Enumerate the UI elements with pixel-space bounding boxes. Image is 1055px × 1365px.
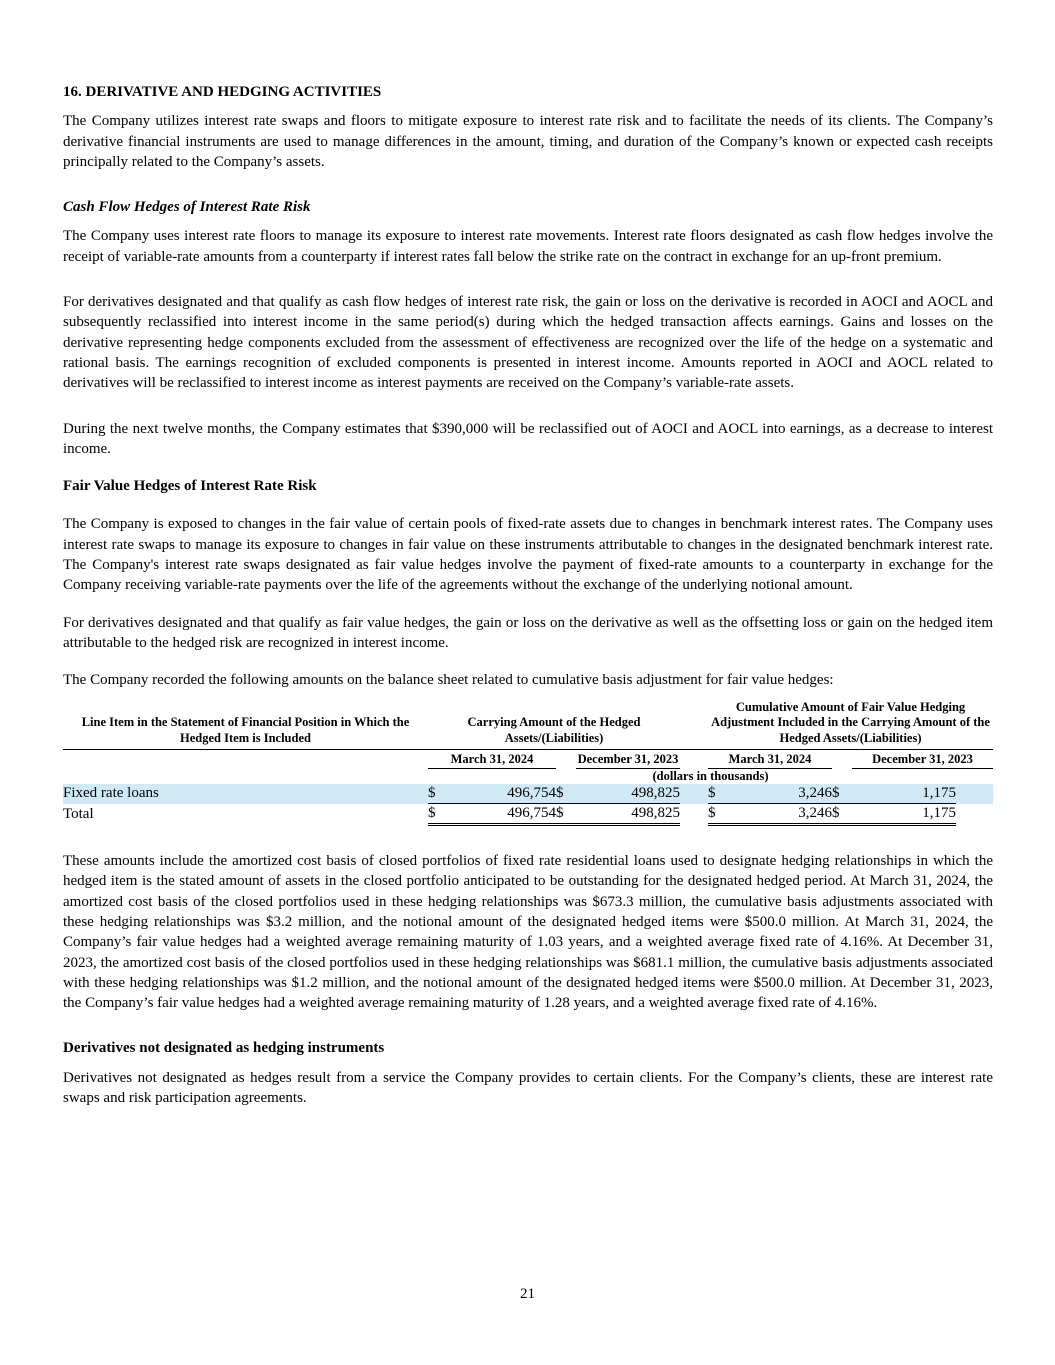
currency-symbol: $: [708, 784, 728, 804]
col-date-cumulative-2023: December 31, 2023: [852, 750, 993, 768]
col-header-carrying: Carrying Amount of the Hedged Assets/(Liabilities): [467, 715, 641, 745]
cell-value: 498,825: [576, 804, 680, 825]
col-header-line-item: Line Item in the Statement of Financial Position in Which the Hedged Item is Included: [81, 715, 410, 745]
page-number: 21: [520, 1286, 535, 1302]
fair-value-paragraph-2: For derivatives designated and that qualify as fair value hedges, the gain or loss on the derivative as well as the offsetting loss or gain on the hedged item attributable to the hedged risk are recognized in interest income.: [63, 614, 993, 651]
hedge-basis-table: [63, 700, 993, 827]
table-row: [63, 804, 993, 825]
col-header-cumulative: Cumulative Amount of Fair Value Hedging Adjustment Included in the Carrying Amount of the Hedged Assets/(Liabilities): [711, 699, 990, 745]
not-designated-heading: Derivatives not designated as hedging instruments: [63, 1040, 385, 1057]
cell-value: 496,754: [448, 784, 556, 804]
cash-flow-paragraph-1: The Company uses interest rate floors to manage its exposure to interest rate movements. Interest rate floors designated as cash flow hedges involve the receipt of variable-rate amounts from a counterparty if interest rates fall below the strike rate on the contract in exchange for an up-front premium.: [63, 228, 993, 265]
col-date-cumulative-2024: March 31, 2024: [708, 750, 832, 768]
cell-value: 3,246: [728, 784, 832, 804]
cash-flow-paragraph-3: During the next twelve months, the Company estimates that $390,000 will be reclassified out of AOCI and AOCL into earnings, as a decrease to interest income.: [63, 420, 993, 457]
cash-flow-paragraph-2: For derivatives designated and that qualify as cash flow hedges of interest rate risk, the gain or loss on the derivative is recorded in AOCI and AOCL and subsequently reclassified into interest income in the same period(s) during which the hedged transaction affects earnings. Gains and losses on the derivative representing hedge components excluded from the assessment of effectiveness are recognized over the life of the hedge on a systematic and rational basis. The earnings recognition of excluded components is presented in interest income. Amounts reported in AOCI and AOCL related to derivatives will be reclassified to interest income as interest payments are received on the Company’s variable-rate assets.: [63, 294, 993, 392]
cash-flow-heading: Cash Flow Hedges of Interest Rate Risk: [63, 199, 311, 216]
fair-value-heading: Fair Value Hedges of Interest Rate Risk: [63, 478, 317, 495]
currency-symbol: $: [556, 784, 576, 804]
cell-value: 1,175: [852, 804, 956, 825]
fair-value-paragraph-1: The Company is exposed to changes in the fair value of certain pools of fixed-rate assets due to changes in benchmark interest rates. The Company uses interest rate swaps to manage its exposure to changes in fair value on these instruments attributable to changes in the designated benchmark interest rate. The Company's interest rate swaps designated as fair value hedges involve the payment of fixed-rate amounts to a counterparty in exchange for the Company receiving variable-rate payments over the life of the agreements without the exchange of the underlying notional amount.: [63, 516, 993, 594]
table-row: [63, 784, 993, 804]
row-label: Total: [63, 805, 94, 822]
fair-value-paragraph-3: The Company recorded the following amounts on the balance sheet related to cumulative basis adjustment for fair value hedges:: [63, 672, 834, 689]
section-title: 16. DERIVATIVE AND HEDGING ACTIVITIES: [63, 84, 382, 100]
cell-value: 498,825: [576, 784, 680, 804]
cell-value: 1,175: [852, 784, 956, 804]
col-date-carrying-2024: March 31, 2024: [428, 750, 556, 768]
row-label: Fixed rate loans: [63, 784, 428, 804]
currency-symbol: $: [428, 784, 448, 804]
cell-value: 3,246: [728, 804, 832, 825]
document-page: [63, 82, 993, 1108]
intro-paragraph: The Company utilizes interest rate swaps and floors to mitigate exposure to interest rate risk and to facilitate the needs of its clients. The Company’s derivative financial instruments are used to manage differences in the amount, timing, and duration of the Company’s known or expected cash receipts principally related to the Company’s assets.: [63, 113, 993, 170]
col-date-carrying-2023: December 31, 2023: [577, 752, 679, 767]
fair-value-paragraph-4: These amounts include the amortized cost basis of closed portfolios of fixed rate residential loans used to designate hedging relationships in which the hedged item is the stated amount of assets in the closed portfolio anticipated to be outstanding for the designated hedged period. At March 31, 2024, the amortized cost basis of the closed portfolios used in these hedging relationships was $673.3 million, the cumulative basis adjustments associated with these hedging relationships was $3.2 million, and the notional amount of the designated hedged items were $500.0 million. At March 31, 2024, the Company’s fair value hedges had a weighted average remaining maturity of 1.03 years, and a weighted average fixed rate of 4.16%. At December 31, 2023, the amortized cost basis of the closed portfolios used in these hedging relationships was $681.1 million, the cumulative basis adjustments associated with these hedging relationships was $1.2 million, and the notional amount of the designated hedged items were $500.0 million. At December 31, 2023, the Company’s fair value hedges had a weighted average remaining maturity of 1.28 years, and a weighted average fixed rate of 4.16%.: [63, 853, 993, 1012]
currency-symbol: $: [832, 784, 852, 804]
units-label: (dollars in thousands): [652, 768, 769, 783]
currency-symbol: $: [556, 804, 576, 825]
cell-value: 496,754: [448, 804, 556, 825]
currency-symbol: $: [428, 804, 448, 825]
not-designated-paragraph: Derivatives not designated as hedges result from a service the Company provides to certain clients. For the Company’s clients, these are interest rate swaps and risk participation agreements.: [63, 1069, 993, 1106]
currency-symbol: $: [708, 804, 728, 825]
currency-symbol: $: [832, 804, 852, 825]
